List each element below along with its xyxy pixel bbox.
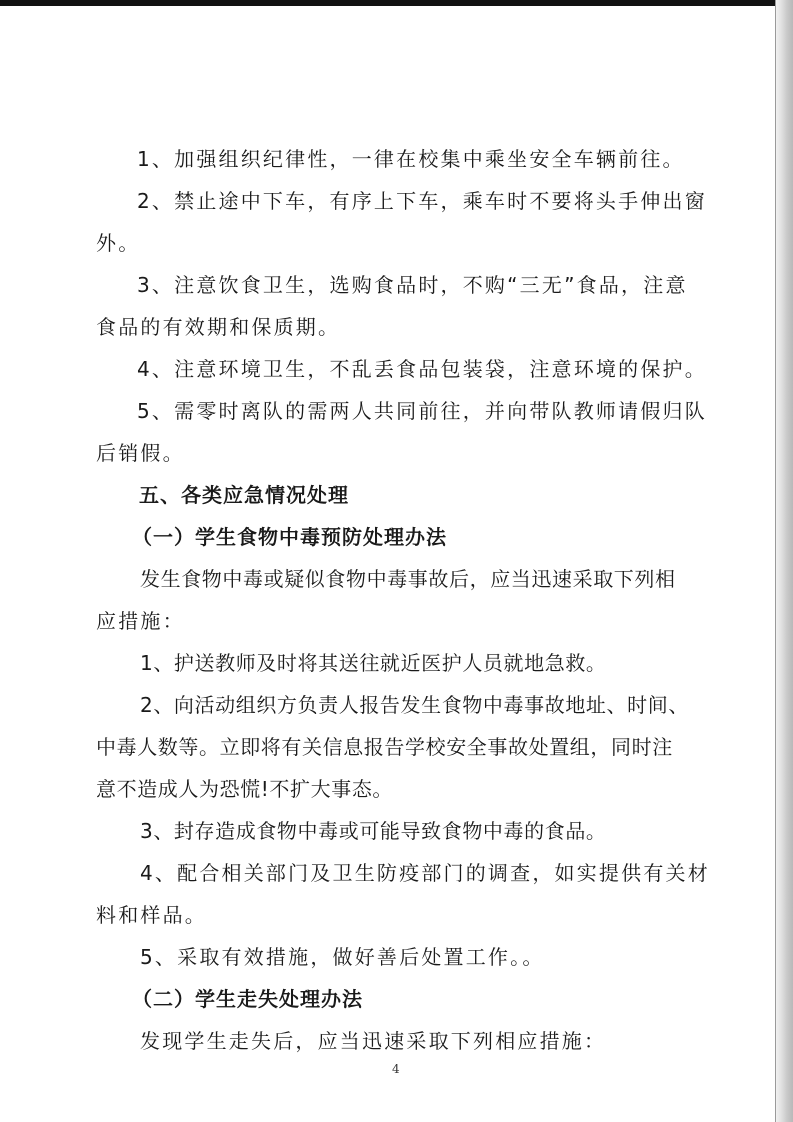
- rule-item-2-cont: 外。: [96, 231, 141, 255]
- measure-item-2-cont: 中毒人数等。立即将有关信息报告学校安全事故处置组，同时注: [96, 735, 673, 759]
- rule-item-5: 5、需零时离队的需两人共同前往，并向带队教师请假归队: [137, 399, 707, 423]
- scan-edge-line: [775, 0, 776, 1122]
- rule-item-4: 4、注意环境卫生，不乱丢食品包装袋，注意环境的保护。: [137, 357, 707, 381]
- paragraph-intro-2: 发现学生走失后，应当迅速采取下列相应措施：: [140, 1029, 607, 1053]
- rule-item-3-cont: 食品的有效期和保质期。: [96, 315, 341, 339]
- rule-item-2: 2、禁止途中下车，有序上下车，乘车时不要将头手伸出窗: [137, 189, 707, 213]
- paragraph-intro-1-cont: 应措施：: [96, 609, 185, 633]
- page-number: 4: [392, 1062, 400, 1076]
- rule-item-1: 1、加强组织纪律性，一律在校集中乘坐安全车辆前往。: [137, 147, 685, 171]
- subsection-heading-1: （一）学生食物中毒预防处理办法: [132, 525, 447, 549]
- measure-item-4-cont: 料和样品。: [96, 903, 207, 927]
- paragraph-intro-1: 发生食物中毒或疑似食物中毒事故后，应当迅速采取下列相: [140, 567, 676, 591]
- section-heading: 五、各类应急情况处理: [139, 483, 349, 507]
- measure-item-3: 3、封存造成食物中毒或可能导致食物中毒的食品。: [140, 819, 607, 843]
- measure-item-5: 5、采取有效措施，做好善后处置工作。。: [140, 945, 545, 969]
- rule-item-3: 3、注意饮食卫生，选购食品时，不购“三无”食品，注意: [137, 273, 688, 297]
- measure-item-2-cont-2: 意不造成人为恐慌!不扩大事态。: [96, 777, 394, 801]
- measure-item-2: 2、向活动组织方负责人报告发生食物中毒事故地址、时间、: [140, 693, 689, 717]
- measure-item-1: 1、护送教师及时将其送往就近医护人员就地急救。: [140, 651, 607, 675]
- subsection-heading-2: （二）学生走失处理办法: [132, 987, 363, 1011]
- rule-item-5-cont: 后销假。: [96, 441, 185, 465]
- measure-item-4: 4、配合相关部门及卫生防疫部门的调查，如实提供有关材: [140, 861, 710, 885]
- scan-right-border: [775, 0, 793, 1122]
- scan-top-border: [0, 0, 793, 6]
